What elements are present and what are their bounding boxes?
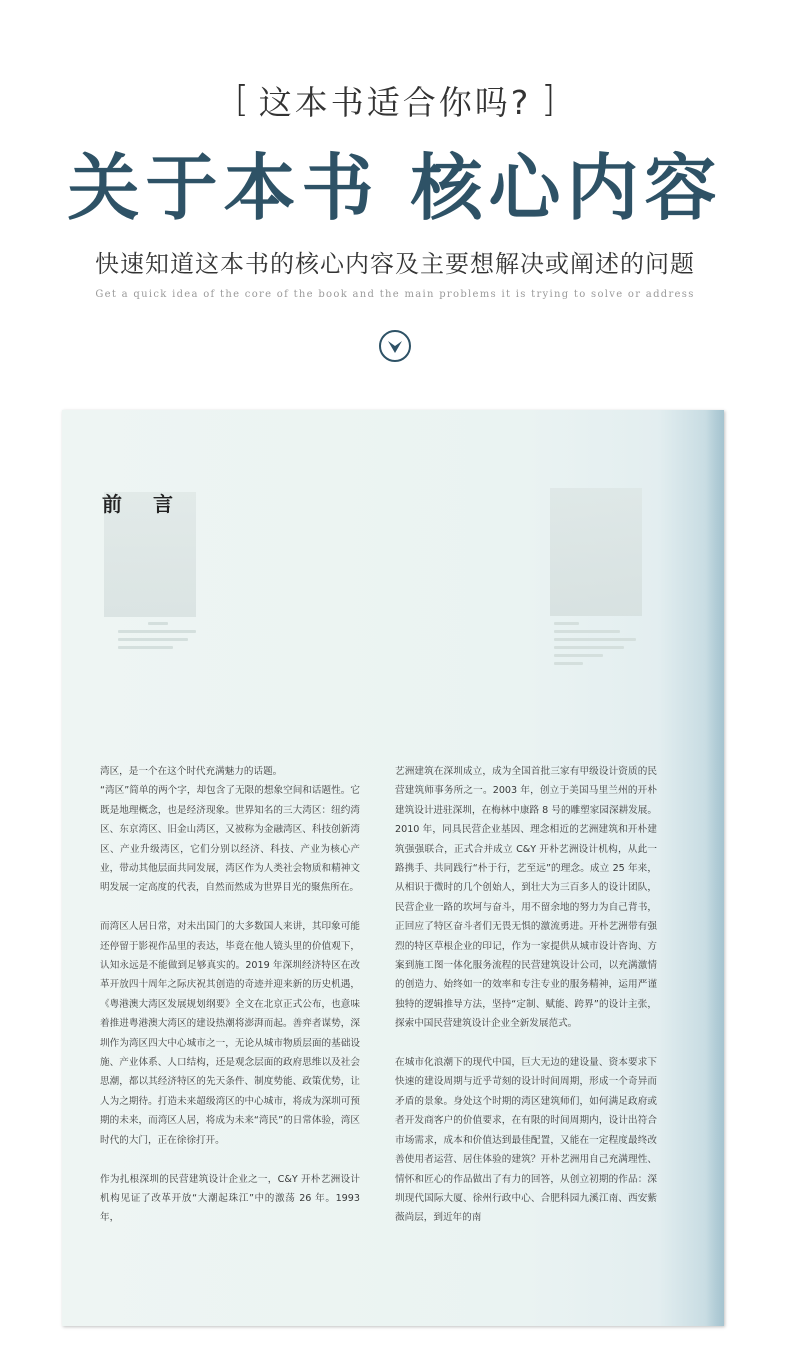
faded-caption-right xyxy=(554,622,636,670)
page-edge-shadow xyxy=(706,410,724,1326)
headline: 关于本书 核心内容 xyxy=(67,145,723,230)
chevron-down-circle-icon[interactable] xyxy=(378,329,412,363)
paragraph: 作为扎根深圳的民营建筑设计企业之一，C&Y 开朴艺洲设计机构见证了改革开放“大潮起珠江”中的激荡 26 年。1993 年， xyxy=(100,1173,360,1224)
paragraph: “湾区”简单的两个字，却包含了无限的想象空间和话题性。它既是地理概念，也是经济现象。世界知名的三大湾区：纽约湾区、东京湾区、旧金山湾区，又被称为金融湾区、科技创新湾区、产业升级湾区，它们分别以经济、科技、产业为核心产业，带动其他层面共同发展，湾区作为人类社会物质和精神文明发展一定高度的代表，自然而然成为世界目光的聚焦所在。 xyxy=(100,785,360,894)
eyebrow xyxy=(0,78,790,122)
book-page xyxy=(62,410,724,1326)
subtitle-english: Get a quick idea of the core of the book and the main problems it is trying to solve or address xyxy=(95,289,695,300)
bracket-right: ] xyxy=(541,79,556,120)
paragraph: 艺洲建筑在深圳成立，成为全国首批三家有甲级设计资质的民营建筑师事务所之一。2003 年，创立于美国马里兰州的开朴建筑设计进驻深圳，在梅林中康路 8 号的雕塑家园深耕发展。2010 年，同具民营企业基因、理念相近的艺洲建筑和开朴建筑强强联合，正式合并成立 C&Y 开朴艺洲设计机构，从此一路携手、共同践行“朴于行，艺至远”的理念。成立 25 年来，从相识于微时的几个创始人，到壮大为三百多人的设计团队，民营企业一路的坎坷与奋斗，用不留余地的努力为自己背书，正回应了特区奋斗者们无畏无惧的激流勇进。开朴艺洲带有强烈的特区草根企业的印记，作为一家提供从城市设计咨询、方案到施工图一体化服务流程的民营建筑设计公司，以充满激情的创造力、始终如一的效率和专注专业的服务精神，运用严谨独特的逻辑推导方法，坚持“定制、赋能、跨界”的设计主张，探索中国民营建筑设计企业全新发展范式。 xyxy=(395,766,657,1030)
faded-caption-left xyxy=(118,622,196,654)
page-title: 前 言 xyxy=(102,492,185,516)
paragraph: 在城市化浪潮下的现代中国，巨大无边的建设量、资本要求下快速的建设周期与近乎苛刻的设计时间周期，形成一个奇异而矛盾的景象。身处这个时期的湾区建筑师们，如何满足政府或者开发商客户的价值要求，在有限的时间周期内，设计出符合市场需求，成本和价值达到最佳配置，又能在一定程度最终改善使用者运营、居住体验的建筑？开朴艺洲用自己充满理性、情怀和匠心的作品做出了有力的回答，从创立初期的作品：深圳现代国际大厦、徐州行政中心、合肥科园九溪江南、西安紫薇尚层，到近年的南 xyxy=(395,1057,657,1224)
paragraph: 湾区，是一个在这个时代充满魅力的话题。 xyxy=(100,766,283,777)
eyebrow-text: 这本书适合你吗? xyxy=(258,82,532,122)
text-column-left xyxy=(100,762,360,1228)
bracket-left: [ xyxy=(234,79,249,120)
subtitle: 快速知道这本书的核心内容及主要想解决或阐述的问题 xyxy=(95,250,695,278)
paragraph: 而湾区人居日常，对未出国门的大多数国人来讲，其印象可能还停留于影视作品里的表达，毕竟在他人镜头里的价值观下，认知永远是不能做到足够真实的。2019 年深圳经济特区在改革开放四十周年之际庆祝其创造的奇迹并迎来新的历史机遇，《粤港澳大湾区发展规划纲要》全文在北京正式公布，也意味着推进粤港澳大湾区的建设热潮将澎湃而起。善弈者谋势，深圳作为湾区四大中心城市之一，无论从城市物质层面的基础设施、产业体系、人口结构，还是观念层面的政府思维以及社会思潮，都以其经济特区的先天条件、制度势能、政策优势，让人为之期待。打造未来超级湾区的中心城市，将成为深圳可预期的未来，而湾区人居，将成为未来“湾民”的日常体验，湾区时代的大门，正在徐徐打开。 xyxy=(100,921,360,1146)
faded-portrait-right xyxy=(550,488,642,616)
text-column-right xyxy=(395,762,657,1228)
